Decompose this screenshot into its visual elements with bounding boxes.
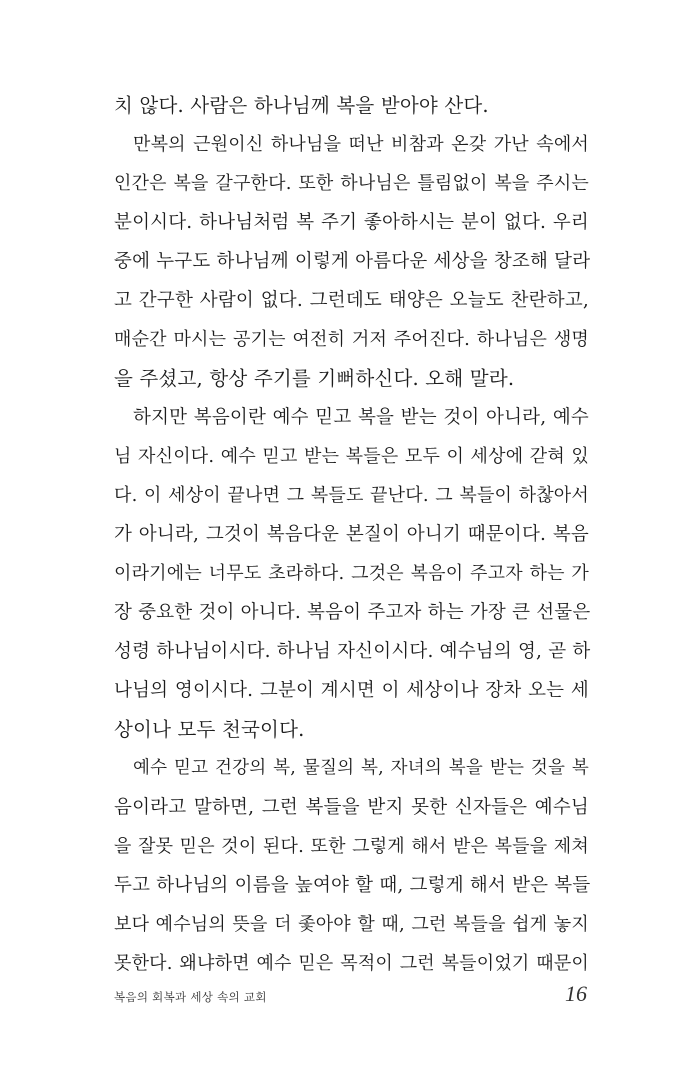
text-line: 상이나 모두 천국이다. bbox=[114, 718, 305, 741]
page-number: 16 bbox=[565, 981, 587, 1006]
text-line: 매순간 마시는 공기는 여전히 거저 주어진다. 하나님은 생명 bbox=[114, 329, 589, 350]
text-line: 고 간구한 사람이 없다. 그런데도 태양은 오늘도 찬란하고, bbox=[114, 290, 589, 311]
paragraph-start-line: 하지만 복음이란 예수 믿고 복을 받는 것이 아니라, 예수 bbox=[133, 407, 589, 428]
text-line: 치 않다. 사람은 하나님께 복을 받아야 산다. bbox=[114, 94, 489, 117]
text-line: 두고 하나님의 이름을 높여야 할 때, 그렇게 해서 받은 복들 bbox=[114, 875, 591, 896]
text-line: 을 잘못 믿은 것이 된다. 또한 그렇게 해서 받은 복들을 제쳐 bbox=[114, 836, 589, 857]
text-line: 장 중요한 것이 아니다. 복음이 주고자 하는 가장 큰 선물은 bbox=[114, 602, 591, 623]
text-line: 다. 이 세상이 끝나면 그 복들도 끝난다. 그 복들이 하찮아서 bbox=[114, 485, 589, 506]
body-text bbox=[114, 86, 589, 983]
text-line: 나님의 영이시다. 그분이 계시면 이 세상이나 장차 오는 세 bbox=[114, 680, 589, 701]
text-line: 보다 예수님의 뜻을 더 좇아야 할 때, 그런 복들을 쉽게 놓지 bbox=[114, 914, 589, 935]
text-line: 이라기에는 너무도 초라하다. 그것은 복음이 주고자 하는 가 bbox=[114, 563, 589, 584]
text-line: 인간은 복을 갈구한다. 또한 하나님은 틀림없이 복을 주시는 bbox=[114, 173, 589, 194]
text-line: 중에 누구도 하나님께 이렇게 아름다운 세상을 창조해 달라 bbox=[114, 251, 591, 272]
paragraph-start-line: 예수 믿고 건강의 복, 물질의 복, 자녀의 복을 받는 것을 복 bbox=[133, 758, 589, 778]
text-line: 을 주셨고, 항상 주기를 기뻐하신다. 오해 말라. bbox=[114, 367, 515, 390]
running-footer-title: 복음의 회복과 세상 속의 교회 bbox=[114, 990, 267, 1004]
text-line: 가 아니라, 그것이 복음다운 본질이 아니기 때문이다. 복음 bbox=[114, 524, 589, 545]
page-footer bbox=[114, 981, 589, 1009]
text-line: 못한다. 왜냐하면 예수 믿은 목적이 그런 복들이었기 때문이 bbox=[114, 953, 589, 974]
text-line: 성령 하나님이시다. 하나님 자신이시다. 예수님의 영, 곧 하 bbox=[114, 641, 591, 662]
text-line: 분이시다. 하나님처럼 복 주기 좋아하시는 분이 없다. 우리 bbox=[114, 212, 589, 233]
text-line: 음이라고 말하면, 그런 복들을 받지 못한 신자들은 예수님 bbox=[114, 797, 589, 818]
text-line: 님 자신이다. 예수 믿고 받는 복들은 모두 이 세상에 갇혀 있 bbox=[114, 446, 589, 467]
paragraph-start-line: 만복의 근원이신 하나님을 떠난 비참과 온갖 가난 속에서 bbox=[133, 134, 589, 155]
